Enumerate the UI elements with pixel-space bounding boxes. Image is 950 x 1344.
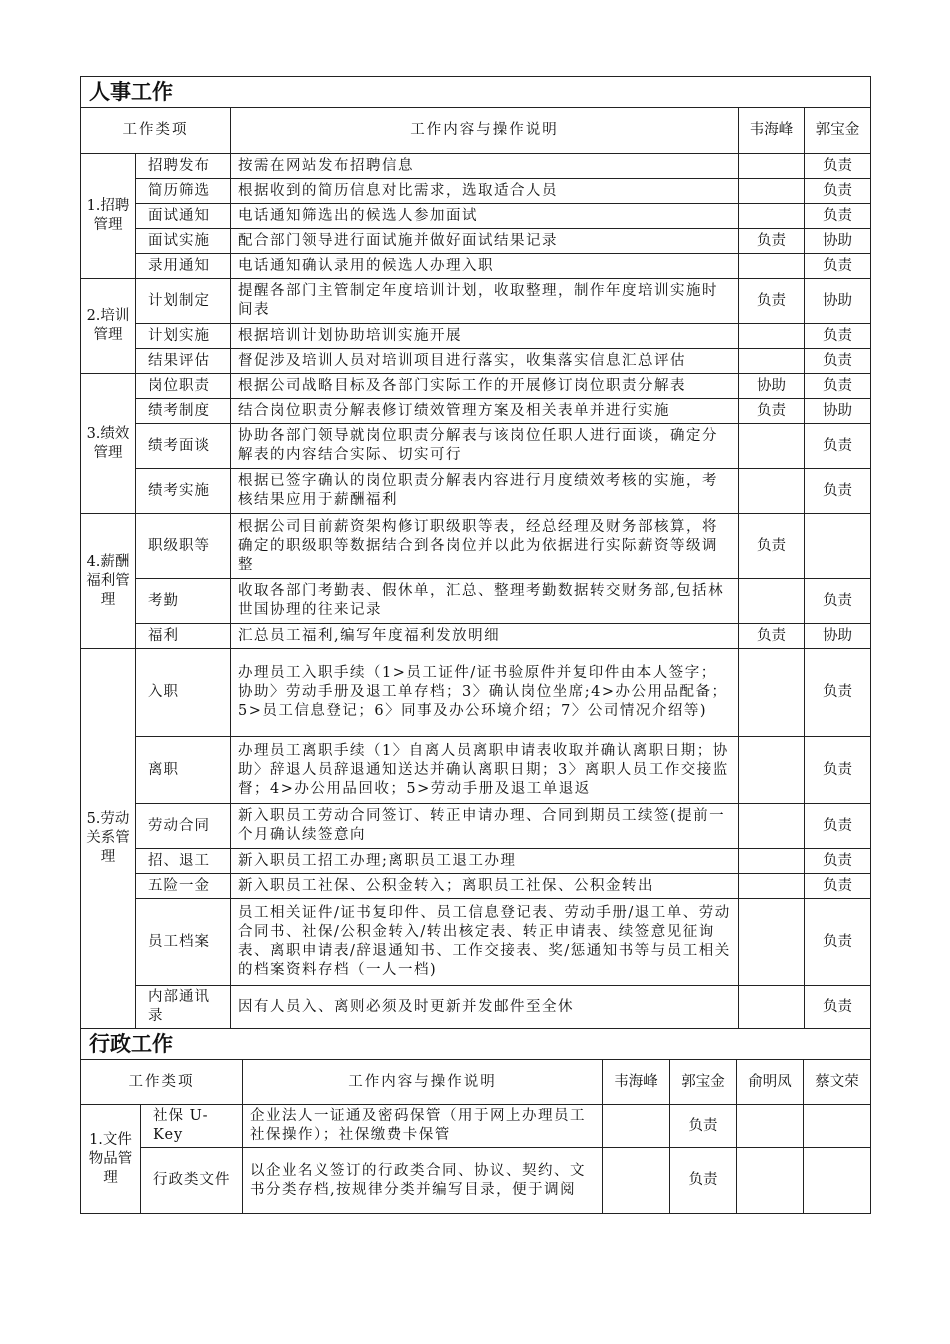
row-description: 新入职员工社保、公积金转入；离职员工社保、公积金转出 xyxy=(231,874,739,899)
row-owner-1 xyxy=(739,649,805,737)
row-owner-1: 协助 xyxy=(739,374,805,399)
row-owner-1 xyxy=(739,254,805,279)
table-row xyxy=(81,154,871,179)
row-owner-2: 负责 xyxy=(805,324,871,349)
table-row xyxy=(81,624,871,649)
row-owner-3 xyxy=(737,1148,804,1214)
table-row xyxy=(81,349,871,374)
row-item: 计划实施 xyxy=(136,324,231,349)
admin-header-content: 工作内容与操作说明 xyxy=(243,1060,603,1105)
row-description: 提醒各部门主管制定年度培训计划，收取整理，制作年度培训实施时间表 xyxy=(231,279,739,324)
row-owner-2: 协助 xyxy=(805,279,871,324)
table-row xyxy=(81,1148,871,1214)
row-owner-1 xyxy=(739,874,805,899)
table-row xyxy=(81,374,871,399)
row-description: 根据收到的简历信息对比需求，选取适合人员 xyxy=(231,179,739,204)
row-description: 电话通知确认录用的候选人办理入职 xyxy=(231,254,739,279)
row-description: 新入职员工招工办理;离职员工退工办理 xyxy=(231,849,739,874)
row-owner-1: 负责 xyxy=(739,624,805,649)
row-owner-2: 协助 xyxy=(805,229,871,254)
row-item: 社保 U-Key xyxy=(141,1105,243,1148)
table-row xyxy=(81,204,871,229)
table-row xyxy=(81,179,871,204)
row-item: 五险一金 xyxy=(136,874,231,899)
row-item: 职级职等 xyxy=(136,514,231,579)
row-owner-4 xyxy=(804,1148,871,1214)
row-owner-2 xyxy=(805,514,871,579)
row-item: 劳动合同 xyxy=(136,804,231,849)
row-owner-1: 负责 xyxy=(739,279,805,324)
row-owner-2: 负责 xyxy=(805,874,871,899)
row-owner-1 xyxy=(739,579,805,624)
hr-header-category: 工作类项 xyxy=(81,108,231,154)
hr-category-compensation: 4.薪酬福利管理 xyxy=(81,514,136,649)
row-owner-2: 负责 xyxy=(805,204,871,229)
row-owner-1 xyxy=(739,179,805,204)
row-owner-1 xyxy=(739,424,805,469)
admin-header-person-1: 韦海峰 xyxy=(603,1060,670,1105)
row-owner-1 xyxy=(739,986,805,1029)
row-item: 考勤 xyxy=(136,579,231,624)
row-description: 办理员工入职手续（1>员工证件/证书验原件并复印件由本人签字；协助〉劳动手册及退工单存档；3〉确认岗位坐席;4>办公用品配备；5>员工信息登记；6〉同事及办公环境介绍；7〉公司情况介绍等) xyxy=(231,649,739,737)
row-item: 岗位职责 xyxy=(136,374,231,399)
table-row xyxy=(81,1105,871,1148)
row-description: 新入职员工劳动合同签订、转正申请办理、合同到期员工续签(提前一个月确认续签意向 xyxy=(231,804,739,849)
row-item: 绩考实施 xyxy=(136,469,231,514)
hr-category-recruitment: 1.招聘管理 xyxy=(81,154,136,279)
table-row xyxy=(81,324,871,349)
row-owner-2: 负责 xyxy=(805,579,871,624)
row-item: 结果评估 xyxy=(136,349,231,374)
table-row xyxy=(81,514,871,579)
row-owner-1 xyxy=(739,804,805,849)
table-row xyxy=(81,804,871,849)
row-owner-2: 负责 xyxy=(670,1105,737,1148)
table-row xyxy=(81,649,871,737)
row-owner-2: 负责 xyxy=(805,737,871,804)
row-owner-3 xyxy=(737,1105,804,1148)
row-item: 离职 xyxy=(136,737,231,804)
table-row xyxy=(81,229,871,254)
admin-header-person-3: 俞明凤 xyxy=(737,1060,804,1105)
row-item: 行政类文件 xyxy=(141,1148,243,1214)
hr-header-content: 工作内容与操作说明 xyxy=(231,108,739,154)
row-owner-2: 协助 xyxy=(805,624,871,649)
row-item: 招、退工 xyxy=(136,849,231,874)
row-item: 员工档案 xyxy=(136,899,231,986)
hr-category-performance: 3.绩效管理 xyxy=(81,374,136,514)
row-owner-1 xyxy=(739,349,805,374)
table-row xyxy=(81,986,871,1029)
row-item: 招聘发布 xyxy=(136,154,231,179)
row-item: 面试实施 xyxy=(136,229,231,254)
row-owner-2: 负责 xyxy=(805,424,871,469)
row-item: 绩考面谈 xyxy=(136,424,231,469)
row-owner-2: 负责 xyxy=(805,179,871,204)
row-owner-2: 负责 xyxy=(805,804,871,849)
row-item: 录用通知 xyxy=(136,254,231,279)
row-description: 根据培训计划协助培训实施开展 xyxy=(231,324,739,349)
row-owner-1 xyxy=(739,469,805,514)
admin-header-category: 工作类项 xyxy=(81,1060,243,1105)
row-item: 福利 xyxy=(136,624,231,649)
row-description: 配合部门领导进行面试施并做好面试结果记录 xyxy=(231,229,739,254)
row-owner-2: 负责 xyxy=(805,469,871,514)
row-owner-1: 负责 xyxy=(739,514,805,579)
row-owner-2: 负责 xyxy=(670,1148,737,1214)
row-item: 计划制定 xyxy=(136,279,231,324)
admin-header-person-4: 蔡文荣 xyxy=(804,1060,871,1105)
admin-category-documents: 1.文件物品管理 xyxy=(81,1105,141,1214)
row-owner-1 xyxy=(739,154,805,179)
row-description: 根据已签字确认的岗位职责分解表内容进行月度绩效考核的实施，考核结果应用于薪酬福利 xyxy=(231,469,739,514)
row-owner-2: 协助 xyxy=(805,399,871,424)
row-owner-1 xyxy=(739,204,805,229)
table-row xyxy=(81,579,871,624)
hr-header-person-2: 郭宝金 xyxy=(805,108,871,154)
row-item: 入职 xyxy=(136,649,231,737)
admin-section-title: 行政工作 xyxy=(81,1029,871,1060)
row-item: 绩考制度 xyxy=(136,399,231,424)
row-description: 因有人员入、离则必须及时更新并发邮件至全休 xyxy=(231,986,739,1029)
row-owner-2: 负责 xyxy=(805,349,871,374)
table-row xyxy=(81,254,871,279)
table-row xyxy=(81,469,871,514)
row-owner-1: 负责 xyxy=(739,399,805,424)
row-owner-2: 负责 xyxy=(805,374,871,399)
row-owner-2: 负责 xyxy=(805,254,871,279)
row-description: 根据公司战略目标及各部门实际工作的开展修订岗位职责分解表 xyxy=(231,374,739,399)
document-page xyxy=(80,76,870,1214)
row-owner-2: 负责 xyxy=(805,899,871,986)
table-row xyxy=(81,399,871,424)
table-row xyxy=(81,899,871,986)
hr-section-title: 人事工作 xyxy=(81,77,871,108)
row-description: 按需在网站发布招聘信息 xyxy=(231,154,739,179)
row-owner-1 xyxy=(603,1148,670,1214)
row-description: 电话通知筛选出的候选人参加面试 xyxy=(231,204,739,229)
row-description: 员工相关证件/证书复印件、员工信息登记表、劳动手册/退工单、劳动合同书、社保/公积金转入/转出核定表、转正申请表、续签意见征询表、离职申请表/辞退通知书、工作交接表、奖/惩通知书等与员工相关的档案资料存档（一人一档) xyxy=(231,899,739,986)
hr-header-person-1: 韦海峰 xyxy=(739,108,805,154)
row-description: 汇总员工福利,编写年度福利发放明细 xyxy=(231,624,739,649)
row-description: 结合岗位职责分解表修订绩效管理方案及相关表单并进行实施 xyxy=(231,399,739,424)
table-row xyxy=(81,279,871,324)
row-owner-2: 负责 xyxy=(805,849,871,874)
table-row xyxy=(81,424,871,469)
row-description: 企业法人一证通及密码保管（用于网上办理员工社保操作）；社保缴费卡保管 xyxy=(243,1105,603,1148)
row-owner-1 xyxy=(739,899,805,986)
row-owner-2: 负责 xyxy=(805,154,871,179)
row-description: 根据公司目前薪资架构修订职级职等表，经总经理及财务部核算，将确定的职级职等数据结合到各岗位并以此为依据进行实际薪资等级调整 xyxy=(231,514,739,579)
admin-work-table xyxy=(80,1028,871,1214)
hr-work-table xyxy=(80,76,871,1029)
row-description: 以企业名义签订的行政类合同、协议、契约、文书分类存档,按规律分类并编写目录，便于调阅 xyxy=(243,1148,603,1214)
row-owner-1: 负责 xyxy=(739,229,805,254)
hr-category-labor-relations: 5.劳动关系管理 xyxy=(81,649,136,1029)
row-item: 内部通讯录 xyxy=(136,986,231,1029)
row-owner-4 xyxy=(804,1105,871,1148)
row-description: 办理员工离职手续（1〉自离人员离职申请表收取并确认离职日期；协助〉辞退人员辞退通知送达并确认离职日期；3〉离职人员工作交接监督；4>办公用品回收；5>劳动手册及退工单退返 xyxy=(231,737,739,804)
row-item: 简历筛选 xyxy=(136,179,231,204)
admin-header-person-2: 郭宝金 xyxy=(670,1060,737,1105)
row-description: 协助各部门领导就岗位职责分解表与该岗位任职人进行面谈，确定分解表的内容结合实际、切实可行 xyxy=(231,424,739,469)
table-row xyxy=(81,737,871,804)
row-description: 督促涉及培训人员对培训项目进行落实，收集落实信息汇总评估 xyxy=(231,349,739,374)
row-item: 面试通知 xyxy=(136,204,231,229)
row-owner-2: 负责 xyxy=(805,649,871,737)
row-owner-1 xyxy=(739,737,805,804)
row-description: 收取各部门考勤表、假休单，汇总、整理考勤数据转交财务部,包括林世国协理的往来记录 xyxy=(231,579,739,624)
row-owner-1 xyxy=(739,324,805,349)
table-row xyxy=(81,849,871,874)
row-owner-1 xyxy=(739,849,805,874)
table-row xyxy=(81,874,871,899)
row-owner-2: 负责 xyxy=(805,986,871,1029)
row-owner-1 xyxy=(603,1105,670,1148)
hr-category-training: 2.培训管理 xyxy=(81,279,136,374)
